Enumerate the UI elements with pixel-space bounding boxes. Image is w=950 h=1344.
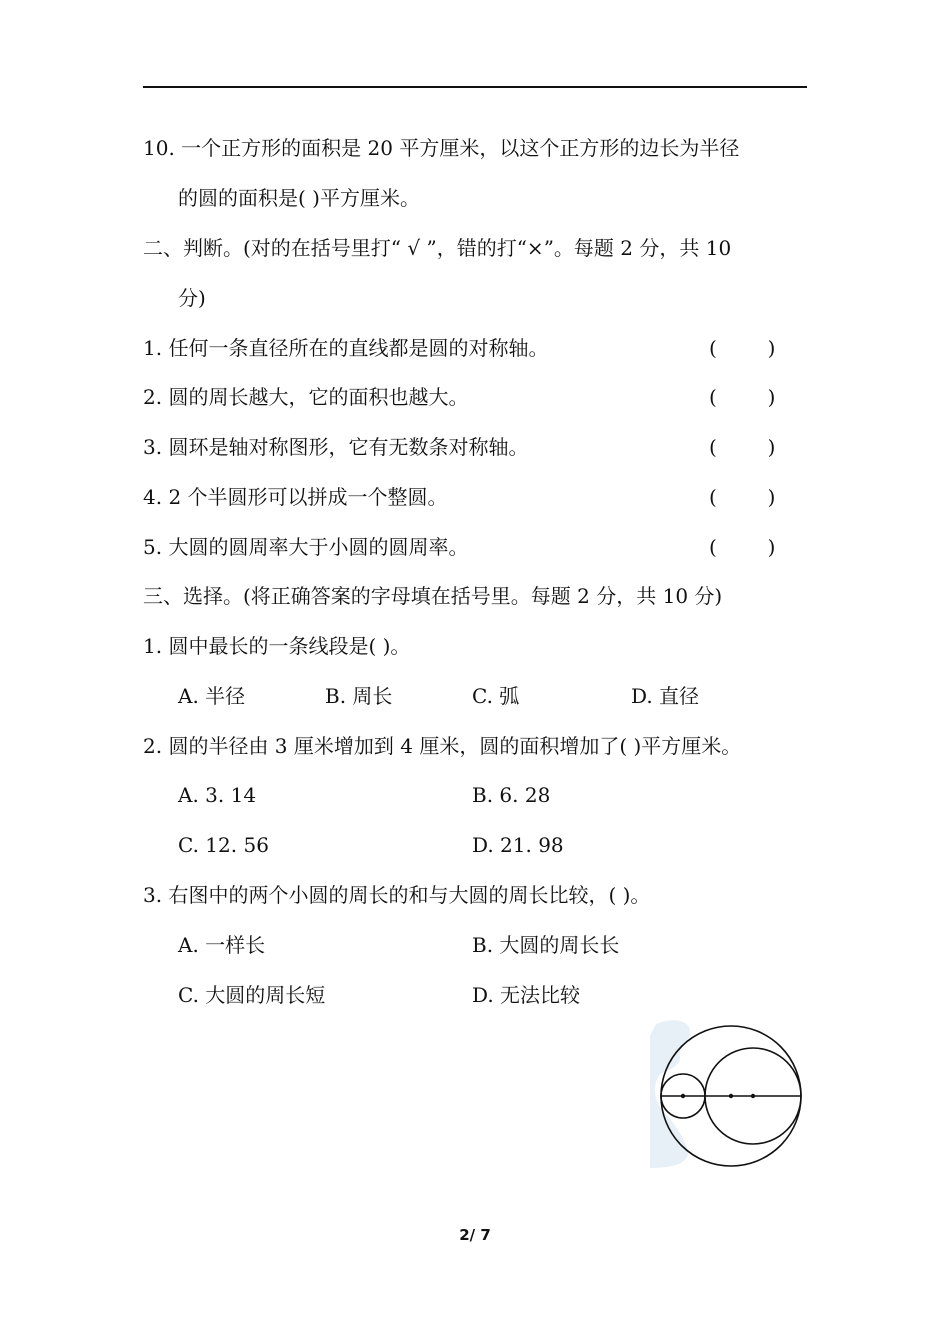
choice-q3-option-b: B. 大圆的周长长: [472, 933, 620, 957]
page-number: 2/ 7: [459, 1226, 491, 1244]
choice-q3-option-c: C. 大圆的周长短: [178, 983, 326, 1007]
judge-item-5: 5. 大圆的圆周率大于小圆的圆周率。: [143, 535, 469, 559]
choice-q3-stem: 3. 右图中的两个小圆的周长的和与大圆的周长比较，( )。: [143, 883, 651, 907]
judge-item-2: 2. 圆的周长越大，它的面积也越大。: [143, 385, 469, 409]
header-rule: [143, 86, 807, 88]
choice-q2-option-c: C. 12. 56: [178, 833, 269, 857]
center-dot-small-right: [751, 1094, 755, 1098]
section3-title: 三、选择。(将正确答案的字母填在括号里。每题 2 分，共 10 分): [143, 584, 723, 608]
choice-q1-option-b: B. 周长: [325, 684, 393, 708]
q10-line2: 的圆的面积是( )平方厘米。: [178, 186, 420, 210]
section2-title: 二、判断。(对的在括号里打“ √ ”，错的打“×”。每题 2 分，共 10: [143, 236, 732, 260]
choice-q3-option-a: A. 一样长: [178, 933, 266, 957]
choice-q3-option-d: D. 无法比较: [472, 983, 581, 1007]
judge-answer-3: ( ): [709, 435, 776, 459]
choice-q1-option-a: A. 半径: [178, 684, 246, 708]
center-dot-small-left: [681, 1094, 685, 1098]
choice-q2-option-a: A. 3. 14: [178, 783, 257, 807]
section2-title-cont: 分): [178, 286, 206, 310]
center-dot-large: [729, 1094, 733, 1098]
judge-item-1: 1. 任何一条直径所在的直线都是圆的对称轴。: [143, 336, 549, 360]
watermark-shape: [650, 1020, 690, 1168]
judge-answer-5: ( ): [709, 535, 776, 559]
choice-q1-stem: 1. 圆中最长的一条线段是( )。: [143, 634, 411, 658]
choice-q2-option-b: B. 6. 28: [472, 783, 551, 807]
choice-q2-option-d: D. 21. 98: [472, 833, 564, 857]
judge-item-3: 3. 圆环是轴对称图形，它有无数条对称轴。: [143, 435, 529, 459]
judge-answer-4: ( ): [709, 485, 776, 509]
judge-answer-2: ( ): [709, 385, 776, 409]
choice-q1-option-d: D. 直径: [631, 684, 700, 708]
judge-answer-1: ( ): [709, 336, 776, 360]
choice-q1-option-c: C. 弧: [472, 684, 520, 708]
choice-q2-stem: 2. 圆的半径由 3 厘米增加到 4 厘米，圆的面积增加了( )平方厘米。: [143, 734, 742, 758]
judge-item-4: 4. 2 个半圆形可以拼成一个整圆。: [143, 485, 448, 509]
circles-figure: [648, 1016, 808, 1176]
q10-line1: 10. 一个正方形的面积是 20 平方厘米，以这个正方形的边长为半径: [143, 136, 740, 160]
